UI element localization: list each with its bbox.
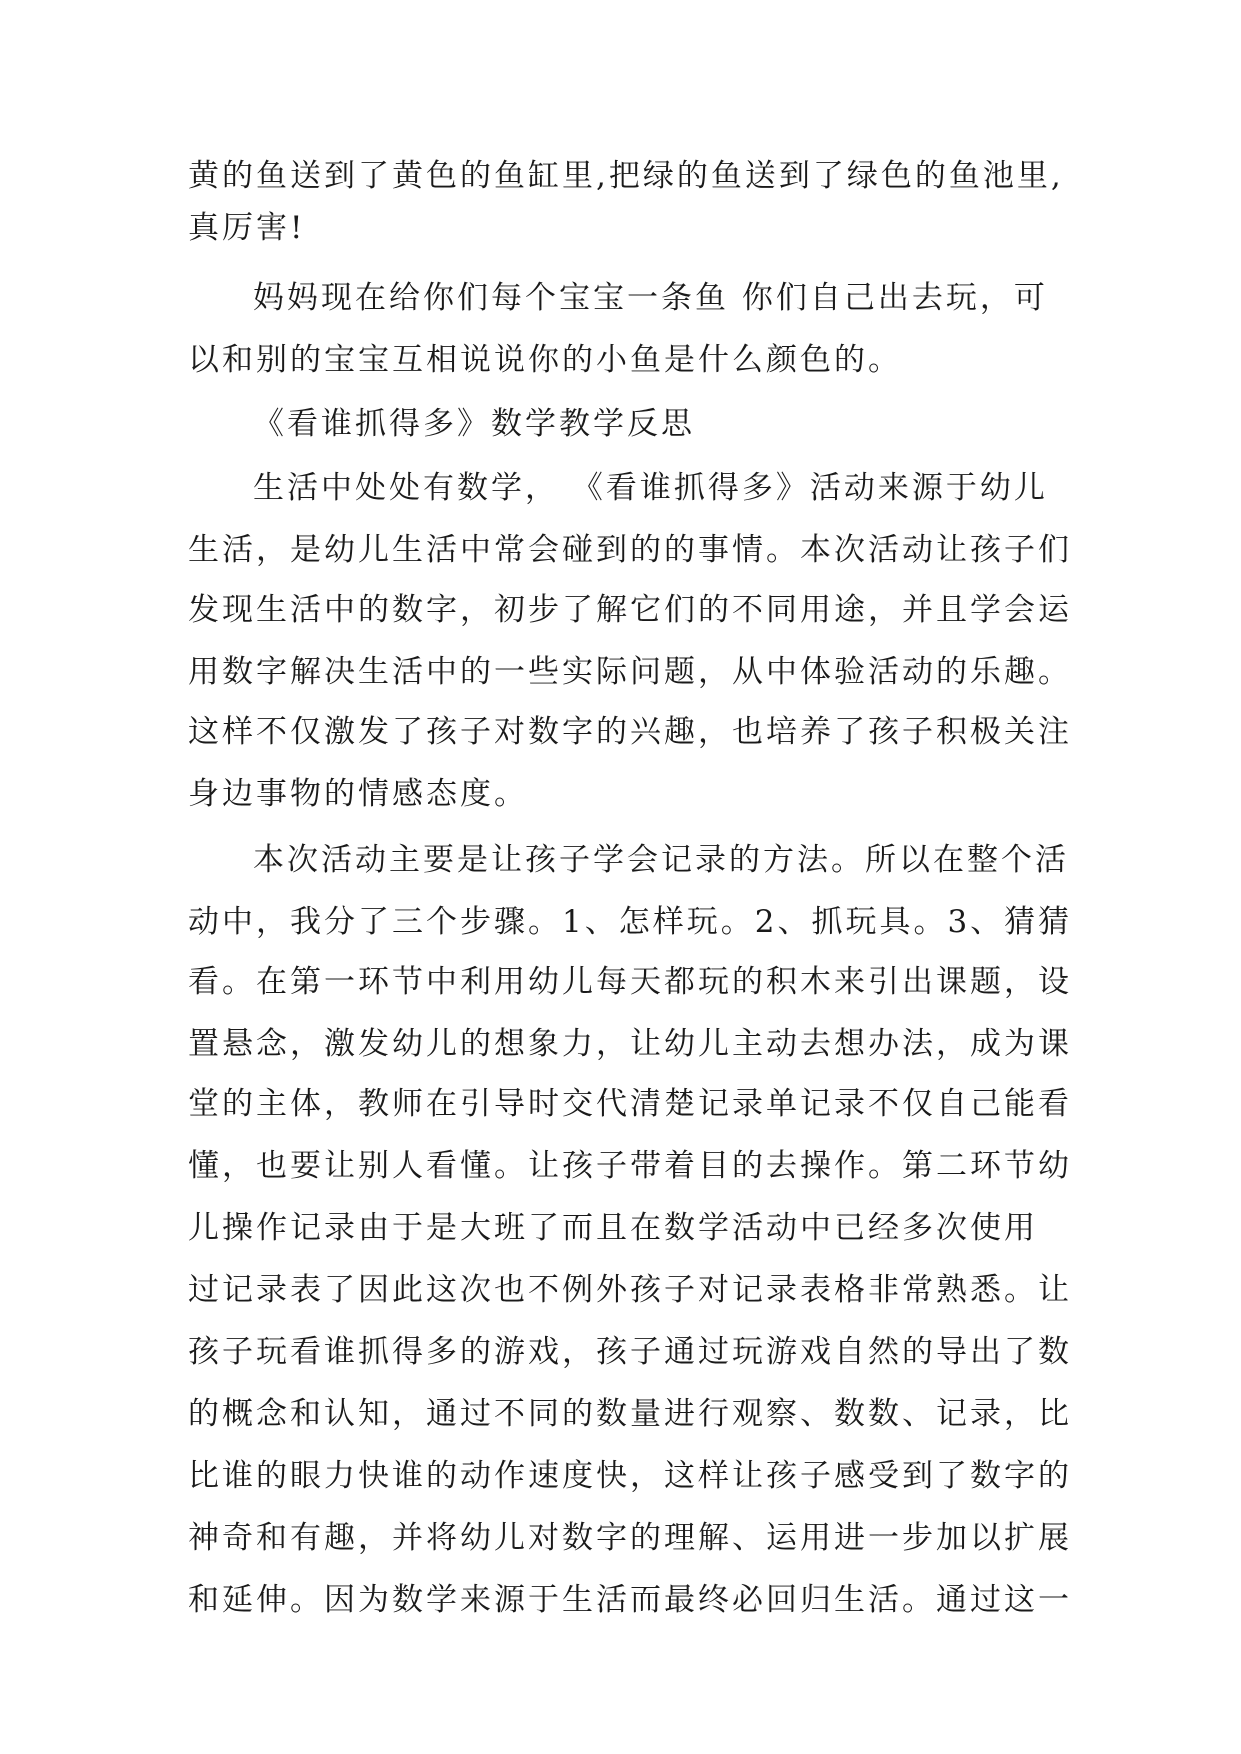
text-line-3: 妈妈现在给你们每个宝宝一条鱼 你们自己出去玩，可	[253, 280, 1048, 316]
text-line-13: 动中，我分了三个步骤。1、怎样玩。2、抓玩具。3、猜猜	[188, 904, 1073, 940]
text-line-15: 置悬念，激发幼儿的想象力，让幼儿主动去想办法，成为课	[188, 1026, 1072, 1062]
text-line-9: 用数字解决生活中的一些实际问题，从中体验活动的乐趣。	[188, 654, 1072, 690]
text-line-22: 比谁的眼力快谁的动作速度快，这样让孩子感受到了数字的	[188, 1458, 1072, 1494]
text-line-8: 发现生活中的数字，初步了解它们的不同用途，并且学会运	[188, 592, 1072, 628]
text-line-11: 身边事物的情感态度。	[188, 776, 528, 812]
text-line-20: 孩子玩看谁抓得多的游戏，孩子通过玩游戏自然的导出了数	[188, 1334, 1072, 1370]
text-line-1: 黄的鱼送到了黄色的鱼缸里,把绿的鱼送到了绿色的鱼池里,	[188, 158, 1064, 194]
text-line-10: 这样不仅激发了孩子对数字的兴趣，也培养了孩子积极关注	[188, 714, 1072, 750]
text-line-17: 懂，也要让别人看懂。让孩子带着目的去操作。第二环节幼	[188, 1148, 1072, 1184]
text-line-16: 堂的主体，教师在引导时交代清楚记录单记录不仅自己能看	[188, 1086, 1072, 1122]
section-title: 《看谁抓得多》数学教学反思	[253, 406, 695, 442]
text-line-2: 真厉害!	[188, 210, 306, 246]
text-line-6: 生活中处处有数学， 《看谁抓得多》活动来源于幼儿	[253, 470, 1048, 506]
text-line-14: 看。在第一环节中利用幼儿每天都玩的积木来引出课题，设	[188, 964, 1072, 1000]
text-line-18: 儿操作记录由于是大班了而且在数学活动中已经多次使用	[188, 1210, 1038, 1246]
text-line-23: 神奇和有趣，并将幼儿对数字的理解、运用进一步加以扩展	[188, 1520, 1072, 1556]
text-line-7: 生活，是幼儿生活中常会碰到的的事情。本次活动让孩子们	[188, 532, 1072, 568]
text-line-4: 以和别的宝宝互相说说你的小鱼是什么颜色的。	[188, 342, 902, 378]
text-line-19: 过记录表了因此这次也不例外孩子对记录表格非常熟悉。让	[188, 1272, 1072, 1308]
text-line-21: 的概念和认知，通过不同的数量进行观察、数数、记录，比	[188, 1396, 1072, 1432]
text-line-12: 本次活动主要是让孩子学会记录的方法。所以在整个活	[253, 842, 1069, 878]
text-line-24: 和延伸。因为数学来源于生活而最终必回归生活。通过这一	[188, 1582, 1072, 1618]
